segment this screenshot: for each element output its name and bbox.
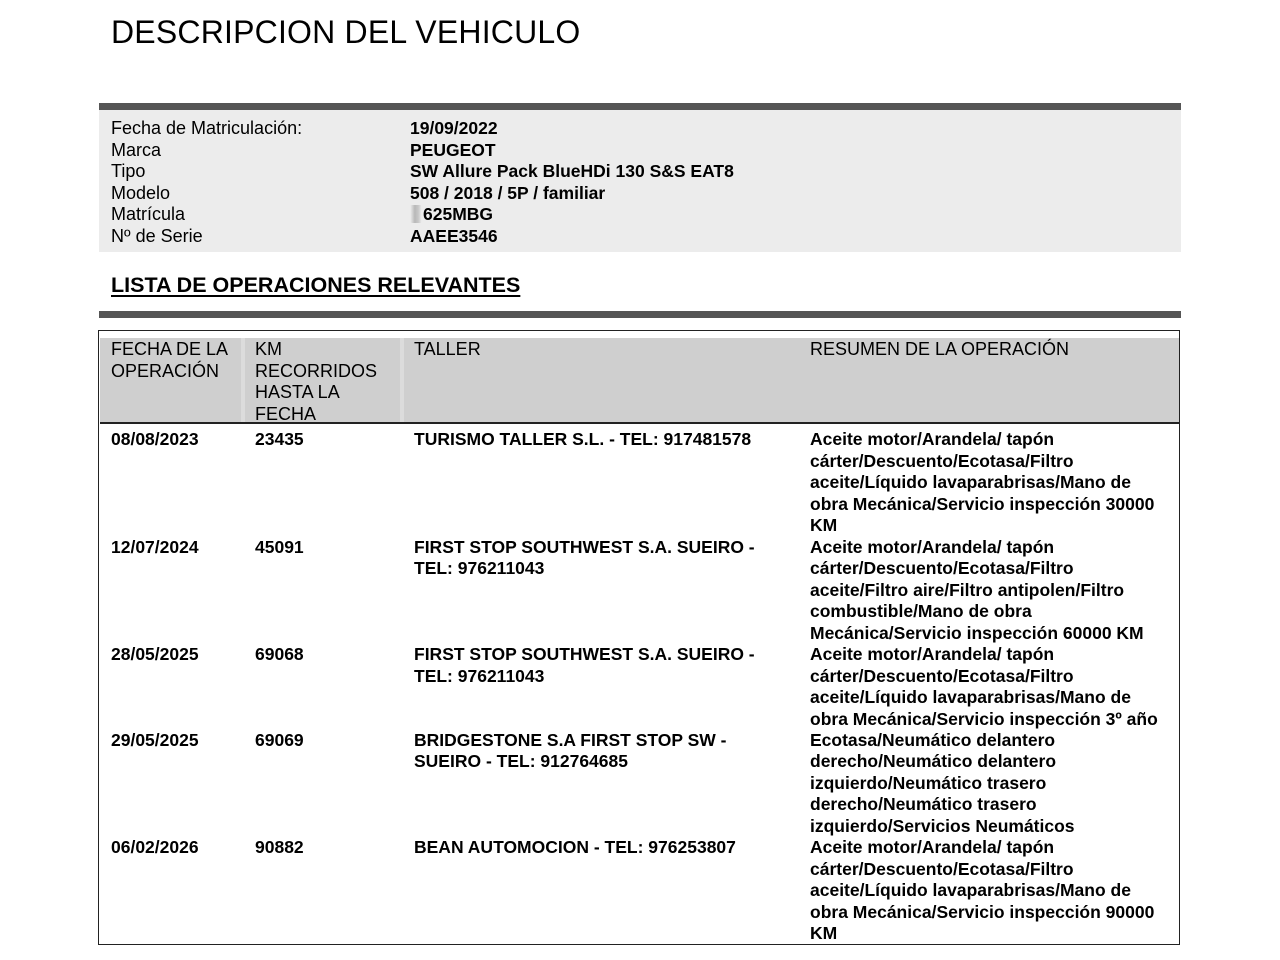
field-value: 508 / 2018 / 5P / familiar <box>410 182 606 203</box>
row-km: 90882 <box>255 837 304 857</box>
header-line: FECHA DE LA <box>111 339 229 359</box>
row-taller <box>414 837 736 859</box>
row-taller <box>414 537 755 580</box>
cell-line: Aceite motor/Arandela/ tapón <box>810 536 1055 557</box>
cell-line: FIRST STOP SOUTHWEST S.A. SUEIRO - <box>414 644 755 664</box>
field-label: Tipo <box>111 161 146 181</box>
header-km <box>255 339 377 425</box>
cell-line: TEL: 976211043 <box>414 558 545 578</box>
cell-line: Mecánica/Servicio inspección 60000 KM <box>810 622 1144 643</box>
cell-line: cárter/Descuento/Ecotasa/Filtro <box>810 665 1074 686</box>
row-resumen <box>810 644 1158 730</box>
cell-line: BRIDGESTONE S.A FIRST STOP SW - <box>414 729 727 750</box>
cell-line: Ecotasa/Neumático delantero <box>810 729 1056 750</box>
cell-line: aceite/Líquido lavaparabrisas/Mano de <box>810 472 1131 492</box>
field-value: SW Allure Pack BlueHDi 130 S&S EAT8 <box>410 161 734 181</box>
header-line: OPERACIÓN <box>111 360 220 381</box>
field-label: Matrícula <box>111 204 186 224</box>
cell-line: KM <box>810 923 838 943</box>
header-line: TALLER <box>414 339 481 359</box>
header-taller <box>414 339 481 361</box>
cell-line: combustible/Mano de obra <box>810 601 1032 621</box>
plate-value: 625MBG <box>423 204 494 224</box>
row-resumen <box>810 429 1154 537</box>
field-value: PEUGEOT <box>410 139 496 160</box>
redacted-mark <box>410 205 422 223</box>
cell-line: FIRST STOP SOUTHWEST S.A. SUEIRO - <box>414 536 755 557</box>
cell-line: derecho/Neumático trasero <box>810 794 1037 814</box>
header-column-separator <box>241 338 245 422</box>
field-label: Modelo <box>111 182 171 203</box>
row-resumen <box>810 537 1144 645</box>
field-value: 19/09/2022 <box>410 118 498 138</box>
cell-line: cárter/Descuento/Ecotasa/Filtro <box>810 858 1074 879</box>
header-date <box>111 339 228 382</box>
row-taller <box>414 644 755 687</box>
row-date: 29/05/2025 <box>111 729 199 750</box>
cell-line: KM <box>810 515 838 535</box>
row-date: 08/08/2023 <box>111 429 199 449</box>
row-km: 45091 <box>255 536 304 557</box>
cell-line: obra Mecánica/Servicio inspección 30000 <box>810 493 1155 514</box>
header-resumen <box>810 339 1069 361</box>
row-date: 28/05/2025 <box>111 644 199 664</box>
row-km: 23435 <box>255 429 304 449</box>
cell-line: aceite/Líquido lavaparabrisas/Mano de <box>810 880 1131 900</box>
cell-line: TEL: 976211043 <box>414 665 545 686</box>
field-label: Marca <box>111 139 162 160</box>
field-label: Nº de Serie <box>111 225 203 246</box>
row-km: 69068 <box>255 644 304 664</box>
row-resumen <box>810 837 1154 945</box>
operations-section-divider <box>99 311 1181 318</box>
header-line: KM <box>255 339 282 359</box>
cell-line: Aceite motor/Arandela/ tapón <box>810 644 1055 664</box>
vehicle-section-divider <box>99 103 1181 110</box>
cell-line: derecho/Neumático delantero <box>810 751 1057 771</box>
cell-line: TURISMO TALLER S.L. - TEL: 917481578 <box>414 429 752 449</box>
cell-line: obra Mecánica/Servicio inspección 3º año <box>810 708 1158 729</box>
header-column-separator <box>400 338 404 422</box>
row-taller <box>414 730 726 773</box>
cell-line: obra Mecánica/Servicio inspección 90000 <box>810 901 1155 922</box>
row-km: 69069 <box>255 729 304 750</box>
field-value: AAEE3546 <box>410 225 498 246</box>
header-line: RESUMEN DE LA OPERACIÓN <box>810 339 1070 359</box>
cell-line: aceite/Líquido lavaparabrisas/Mano de <box>810 687 1131 707</box>
row-date: 06/02/2026 <box>111 837 199 857</box>
row-resumen <box>810 730 1075 838</box>
cell-line: Aceite motor/Arandela/ tapón <box>810 837 1055 857</box>
row-date: 12/07/2024 <box>111 536 199 557</box>
cell-line: BEAN AUTOMOCION - TEL: 976253807 <box>414 837 736 857</box>
operations-title: LISTA DE OPERACIONES RELEVANTES <box>111 273 521 297</box>
cell-line: cárter/Descuento/Ecotasa/Filtro <box>810 450 1074 471</box>
field-value <box>410 203 493 225</box>
page-title: DESCRIPCION DEL VEHICULO <box>111 14 581 50</box>
cell-line: SUEIRO - TEL: 912764685 <box>414 751 628 771</box>
cell-line: Aceite motor/Arandela/ tapón <box>810 429 1055 449</box>
cell-line: izquierdo/Servicios Neumáticos <box>810 815 1075 836</box>
row-taller <box>414 429 751 451</box>
cell-line: cárter/Descuento/Ecotasa/Filtro <box>810 558 1074 578</box>
field-label: Fecha de Matriculación: <box>111 118 303 138</box>
cell-line: izquierdo/Neumático trasero <box>810 772 1047 793</box>
header-line: HASTA LA <box>255 382 340 402</box>
cell-line: aceite/Filtro aire/Filtro antipolen/Filtro <box>810 579 1125 600</box>
header-line: FECHA <box>255 403 317 424</box>
header-line: RECORRIDOS <box>255 360 378 381</box>
